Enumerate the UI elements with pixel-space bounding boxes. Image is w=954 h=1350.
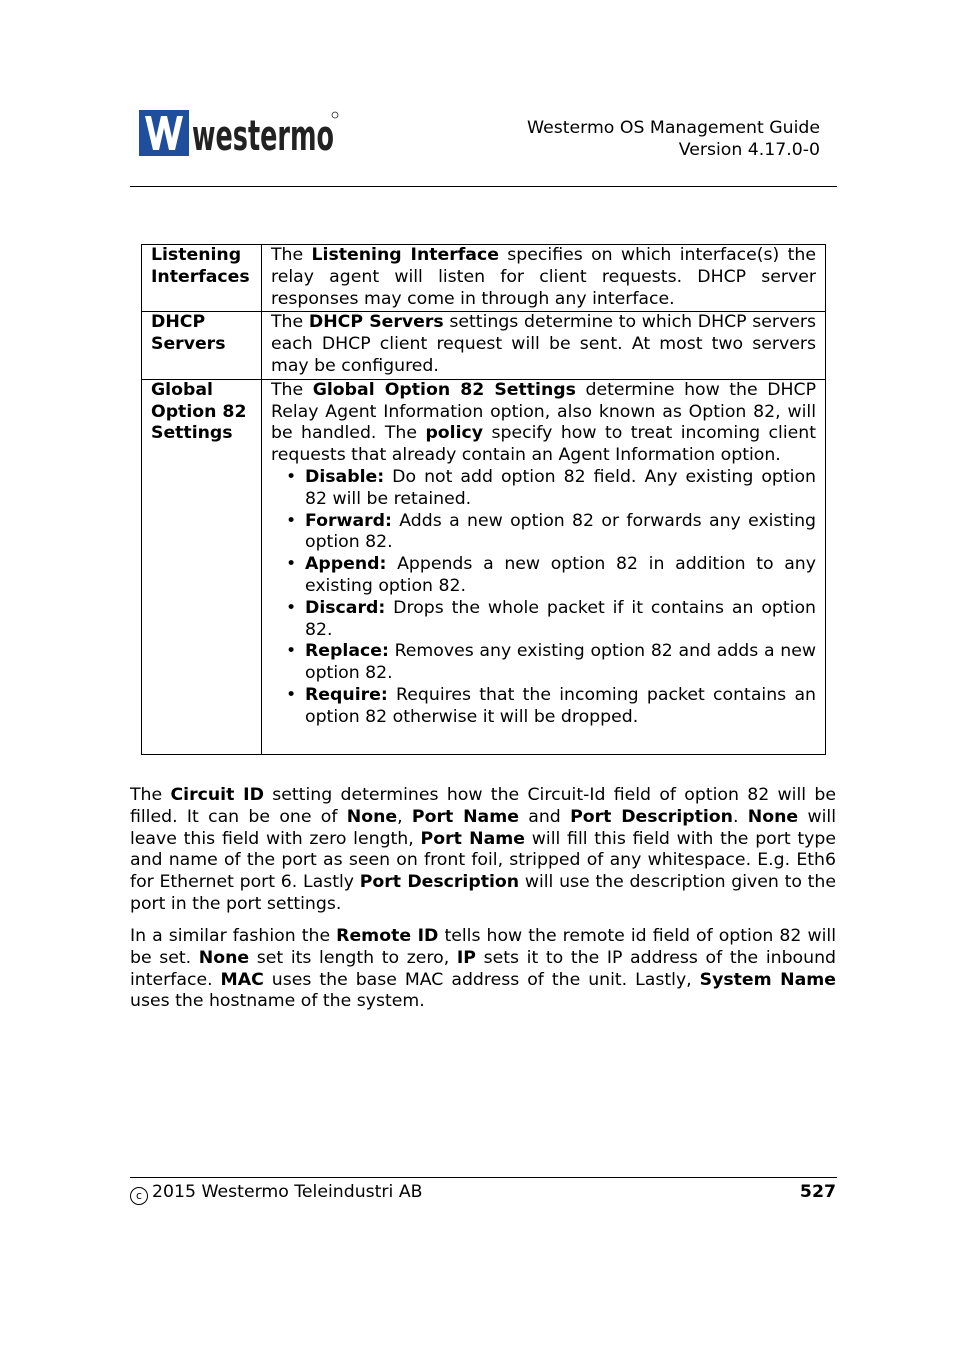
emphasis: Port Name — [411, 806, 519, 827]
guide-version: Version 4.17.0-0 — [678, 140, 820, 160]
emphasis: Global Option 82 Settings — [312, 379, 576, 400]
emphasis: Listening Interface — [311, 245, 499, 265]
setting-name — [142, 312, 262, 379]
setting-name-line: Servers — [151, 334, 226, 355]
footer-divider — [130, 1177, 837, 1178]
setting-name-line: DHCP — [151, 312, 206, 333]
setting-name-line: Option 82 — [151, 401, 247, 422]
emphasis: MAC — [220, 969, 264, 990]
page-number: 527 — [799, 1182, 836, 1202]
copyright-text: 2015 Westermo Teleindustri AB — [152, 1182, 423, 1202]
description-text: The Global Option 82 Settings determine how the DHCP Relay Agent Information option, also known as Option 82, will be handled. The policy specify how to treat incoming client requests that already contain an Agent Information option. — [271, 379, 816, 466]
emphasis: None — [346, 806, 398, 827]
setting-description — [262, 245, 826, 312]
emphasis: DHCP Servers — [308, 312, 444, 333]
policy-item: • Discard: Drops the whole packet if it contains an option 82. — [305, 598, 816, 642]
setting-description — [262, 312, 826, 379]
setting-name-line: Global — [151, 379, 213, 400]
westermo-logo — [139, 110, 339, 158]
document-header — [527, 117, 820, 161]
setting-name — [142, 379, 262, 754]
header-divider — [130, 186, 837, 187]
description-text: The Listening Interface specifies on which interface(s) the relay agent will listen for client requests. DHCP server responses may come in through any interface. — [271, 245, 817, 309]
setting-description — [262, 379, 826, 754]
table-row — [142, 379, 826, 754]
emphasis: policy — [425, 423, 484, 444]
description-text: The DHCP Servers settings determine to which DHCP servers each DHCP client request will be sent. At most two servers may be configured. — [271, 312, 817, 376]
logo-wordmark: westermo — [192, 111, 334, 160]
policy-item: • Disable: Do not add option 82 field. Any existing option 82 will be retained. — [305, 467, 816, 511]
policy-item: • Forward: Adds a new option 82 or forwards any existing option 82. — [305, 511, 816, 555]
policy-name: Discard: — [305, 597, 386, 618]
table-row — [142, 245, 826, 312]
emphasis: Remote ID — [336, 926, 439, 946]
policy-list — [271, 467, 816, 729]
emphasis: Port Description — [359, 872, 520, 893]
policy-name: Forward: — [305, 510, 392, 531]
circuit-id-paragraph: The Circuit ID setting determines how the Circuit-Id field of option 82 will be filled. It can be one of None, Port Name and Port Description. None will leave this field with zero length, Port Name will fill this field with the port type and name of the port as seen on front foil, stripped of any whitespace. E.g. Eth6 for Ethernet port 6. Lastly Port Description will use the description given to the port in the port settings. — [130, 785, 837, 914]
policy-name: Append: — [305, 554, 387, 575]
setting-name-line: Settings — [151, 423, 233, 444]
policy-name: Replace: — [305, 641, 389, 662]
emphasis: Port Description — [570, 806, 733, 827]
emphasis: IP — [456, 947, 476, 968]
policy-item: • Append: Appends a new option 82 in addition to any existing option 82. — [305, 554, 816, 598]
table-row — [142, 312, 826, 379]
setting-name-line: Listening — [151, 245, 242, 265]
emphasis: Port Name — [420, 828, 525, 849]
setting-name-line: Interfaces — [151, 266, 250, 287]
cell-spacer — [271, 729, 816, 753]
copyright-icon: c — [130, 1187, 148, 1205]
emphasis: Circuit ID — [170, 785, 264, 805]
guide-title: Westermo OS Management Guide — [527, 118, 820, 138]
policy-name: Require: — [305, 684, 388, 705]
footer-copyright — [130, 1182, 423, 1205]
policy-name: Disable: — [305, 466, 385, 487]
emphasis: None — [747, 806, 799, 827]
emphasis: System Name — [699, 969, 836, 990]
remote-id-paragraph: In a similar fashion the Remote ID tells how the remote id field of option 82 will be set. None set its length to zero, IP sets it to the IP address of the inbound interface. MAC uses the base MAC address of the unit. Lastly, System Name uses the hostname of the system. — [130, 926, 837, 1012]
policy-item: • Replace: Removes any existing option 82 and adds a new option 82. — [305, 641, 816, 685]
dhcp-relay-options-table — [141, 244, 826, 755]
policy-item: • Require: Requires that the incoming packet contains an option 82 otherwise it will be dropped. — [305, 685, 816, 729]
emphasis: None — [198, 947, 250, 968]
setting-name — [142, 245, 262, 312]
